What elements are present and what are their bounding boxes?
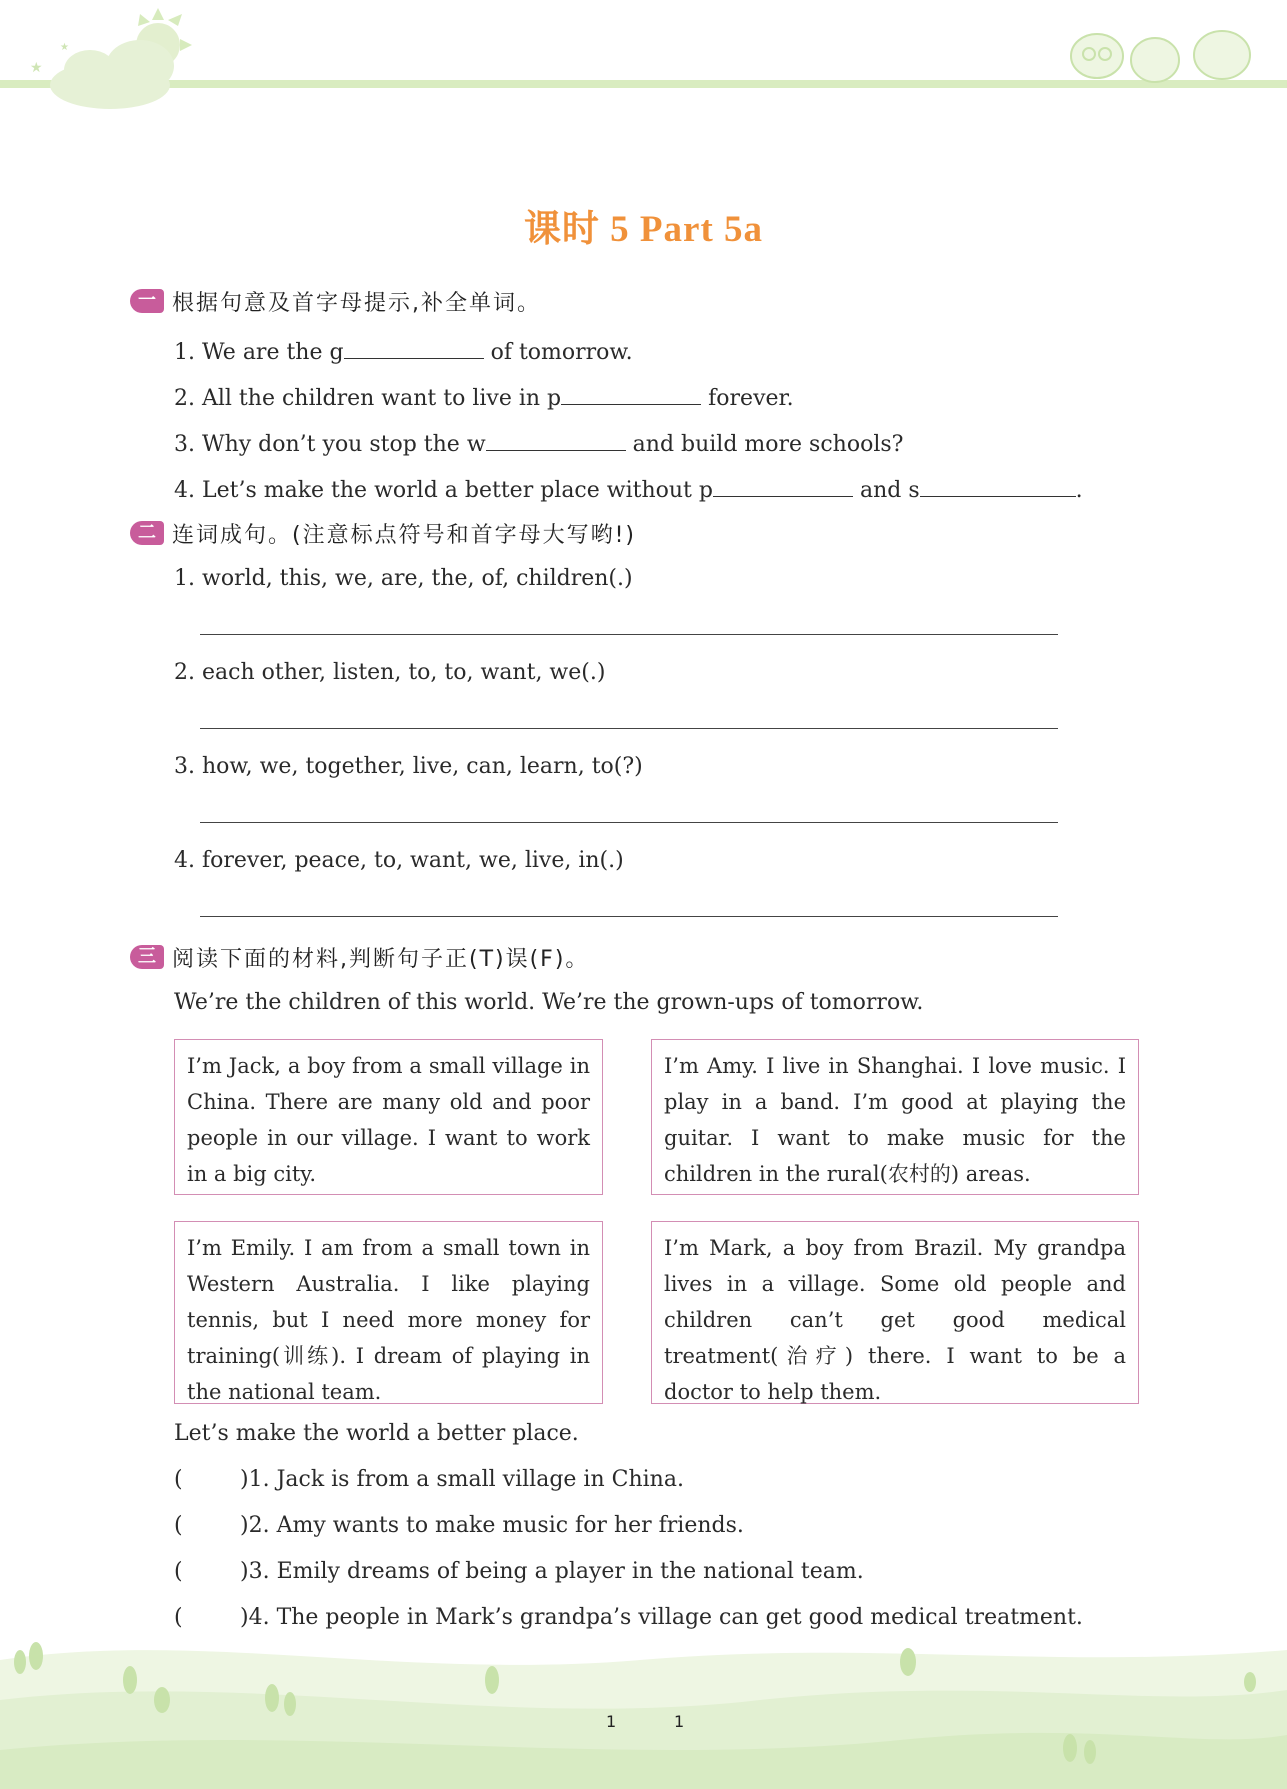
fill-in-item-3: 3. Why don’t you stop the w and build more schools? bbox=[174, 426, 903, 457]
section-1-badge: 一 bbox=[130, 289, 164, 313]
fill-in-item-2: 2. All the children want to live in p forever. bbox=[174, 380, 794, 411]
passage-emily: I’m Emily. I am from a small town in Western Australia. I like playing tennis, but I need more money for training(训练). I dream of playing in the national team. bbox=[174, 1221, 603, 1404]
answer-blank[interactable] bbox=[344, 334, 484, 359]
answer-blank[interactable] bbox=[561, 380, 701, 405]
svg-text:★: ★ bbox=[30, 60, 43, 76]
answer-line[interactable] bbox=[200, 728, 1058, 729]
footer-hills-decoration bbox=[0, 1620, 1287, 1789]
section-3-instruction: 阅读下面的材料,判断句子正(T)误(F)。 bbox=[172, 946, 590, 972]
answer-blank[interactable] bbox=[713, 472, 853, 497]
answer-paren[interactable]: ( bbox=[174, 1605, 183, 1630]
passage-amy: I’m Amy. I live in Shanghai. I love music. I play in a band. I’m good at playing the guitar. I want to make music for the children in the rural(农村的) areas. bbox=[651, 1039, 1139, 1195]
reading-outro: Let’s make the world a better place. bbox=[174, 1421, 579, 1446]
answer-blank[interactable] bbox=[920, 472, 1076, 497]
true-false-item-4: ( )4. The people in Mark’s grandpa’s village can get good medical treatment. bbox=[174, 1605, 1083, 1630]
answer-blank[interactable] bbox=[486, 426, 626, 451]
true-false-item-3: ( )3. Emily dreams of being a player in the national team. bbox=[174, 1559, 864, 1584]
page-number-right: 1 bbox=[674, 1712, 685, 1731]
lesson-title: 课时 5 Part 5a bbox=[523, 209, 764, 250]
section-1-heading bbox=[130, 283, 541, 319]
word-order-item-2: 2. each other, listen, to, to, want, we(.) bbox=[174, 660, 606, 685]
word-order-item-1: 1. world, this, we, are, the, of, children(.) bbox=[174, 566, 633, 591]
fill-in-item-4: 4. Let’s make the world a better place without p and s . bbox=[174, 472, 1083, 503]
passage-jack: I’m Jack, a boy from a small village in China. There are many old and poor people in our village. I want to work in a big city. bbox=[174, 1039, 603, 1195]
page-number-left: 1 bbox=[606, 1712, 617, 1731]
svg-text:★: ★ bbox=[60, 42, 69, 53]
answer-line[interactable] bbox=[200, 822, 1058, 823]
section-3-badge: 三 bbox=[130, 945, 164, 969]
answer-paren[interactable]: ( bbox=[174, 1513, 183, 1538]
reading-intro: We’re the children of this world. We’re the grown-ups of tomorrow. bbox=[174, 990, 924, 1015]
section-3-heading bbox=[130, 939, 589, 975]
answer-paren[interactable]: ( bbox=[174, 1467, 183, 1492]
answer-line[interactable] bbox=[200, 916, 1058, 917]
true-false-item-1: ( )1. Jack is from a small village in China. bbox=[174, 1467, 684, 1492]
passage-mark: I’m Mark, a boy from Brazil. My grandpa lives in a village. Some old people and children can’t get good medical treatment(治疗) there. I want to be a doctor to help them. bbox=[651, 1221, 1139, 1404]
word-order-item-4: 4. forever, peace, to, want, we, live, in(.) bbox=[174, 848, 624, 873]
section-1-instruction: 根据句意及首字母提示,补全单词。 bbox=[172, 290, 541, 316]
cartoon-animals-icon bbox=[1071, 31, 1250, 82]
word-order-item-3: 3. how, we, together, live, can, learn, to(?) bbox=[174, 754, 643, 779]
header-decoration bbox=[0, 0, 1287, 120]
fill-in-item-1: 1. We are the g of tomorrow. bbox=[174, 334, 633, 365]
true-false-item-2: ( )2. Amy wants to make music for her friends. bbox=[174, 1513, 744, 1538]
section-2-heading bbox=[130, 515, 636, 551]
answer-line[interactable] bbox=[200, 634, 1058, 635]
answer-paren[interactable]: ( bbox=[174, 1559, 183, 1584]
section-2-badge: 二 bbox=[130, 521, 164, 545]
section-2-instruction: 连词成句。(注意标点符号和首字母大写哟!) bbox=[172, 522, 636, 548]
